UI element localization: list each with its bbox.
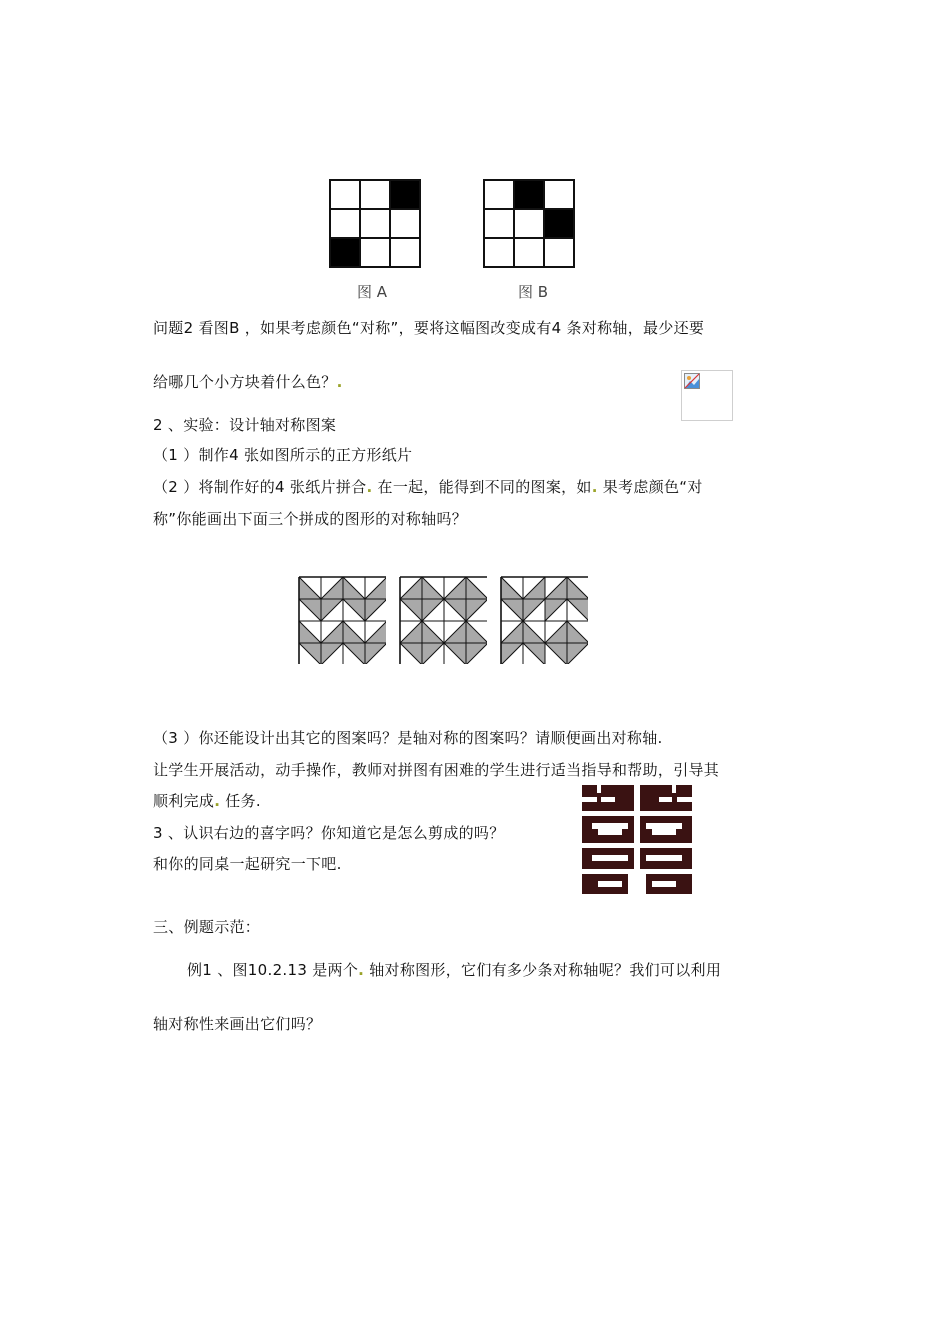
grid-cell-black: [330, 238, 360, 267]
grid-cell: [484, 209, 514, 238]
question-2-line-2: [153, 371, 343, 392]
section-3-heading: 三、例题示范：: [153, 918, 261, 936]
grid-cell: [330, 209, 360, 238]
pattern-1: [298, 576, 386, 664]
grid-cell: [330, 180, 360, 209]
activity-line-2: [153, 790, 261, 811]
example-1-part-a: 例1 、图10.2.13 是两个: [187, 961, 359, 979]
question-2-line-1: 问题2 看图B ，如果考虑颜色“对称”，要将这幅图改变成有4 条对称轴，最少还要: [153, 319, 705, 337]
item-3-line-2: 和你的同桌一起研究一下吧.: [153, 855, 342, 873]
marker-dot: .: [366, 478, 373, 496]
example-1-part-b: 轴对称图形，它们有多少条对称轴呢？我们可以利用: [369, 961, 722, 979]
figure-a-label: 图 A: [357, 283, 388, 301]
broken-image-icon: [684, 373, 700, 389]
marker-dot: .: [214, 792, 221, 810]
grid-cell: [514, 209, 544, 238]
activity-line-1: 让学生开展活动，动手操作，教师对拼图有困难的学生进行适当指导和帮助，引导其: [153, 761, 720, 779]
grid-cell: [544, 180, 574, 209]
grid-cell: [360, 209, 390, 238]
gray-triangle: [365, 643, 386, 664]
gray-triangle: [466, 643, 487, 664]
grid-cell: [360, 238, 390, 267]
step-2-part-a: （2 ）将制作好的4 张纸片拼合: [153, 478, 367, 496]
question-2-text: 给哪几个小方块着什么色？: [153, 373, 337, 391]
step-2-part-c: 果考虑颜色“对: [602, 478, 703, 496]
step-3: （3 ）你还能设计出其它的图案吗？是轴对称的图案吗？请顺便画出对称轴.: [153, 729, 663, 747]
grid-cell: [390, 238, 420, 267]
step-2-line-2: 称”你能画出下面三个拼成的图形的对称轴吗？: [153, 510, 468, 528]
item-3-line-1: 3 、认识右边的喜字吗？你知道它是怎么剪成的吗？: [153, 824, 505, 842]
grid-cell: [544, 238, 574, 267]
pattern-3: [500, 576, 588, 664]
activity-part-b: 任务.: [225, 792, 261, 810]
grid-cell-black: [390, 180, 420, 209]
step-2-line-1: [153, 476, 703, 497]
double-happiness-papercut: [582, 785, 692, 894]
experiment-heading: 2 、实验：设计轴对称图案: [153, 416, 337, 434]
step-1: （1 ）制作4 张如图所示的正方形纸片: [153, 446, 413, 464]
broken-image-placeholder: [681, 370, 733, 421]
example-1-line-2: 轴对称性来画出它们吗？: [153, 1015, 322, 1033]
grid-cell: [360, 180, 390, 209]
grid-cell: [484, 238, 514, 267]
grid-cell-black: [514, 180, 544, 209]
figure-b-grid: [483, 179, 575, 268]
grid-cell: [514, 238, 544, 267]
grid-cell: [484, 180, 514, 209]
marker-dot: .: [358, 961, 365, 979]
activity-part-a: 顺利完成: [153, 792, 215, 810]
pattern-2: [399, 576, 487, 664]
figure-b-label: 图 B: [518, 283, 549, 301]
figure-a-grid: [329, 179, 421, 268]
grid-cell-black: [544, 209, 574, 238]
gray-triangle: [567, 643, 588, 664]
marker-dot: .: [591, 478, 598, 496]
step-2-part-b: 在一起，能得到不同的图案，如: [377, 478, 592, 496]
marker-dot: .: [336, 373, 343, 391]
example-1-line-1: [187, 959, 721, 980]
grid-cell: [390, 209, 420, 238]
